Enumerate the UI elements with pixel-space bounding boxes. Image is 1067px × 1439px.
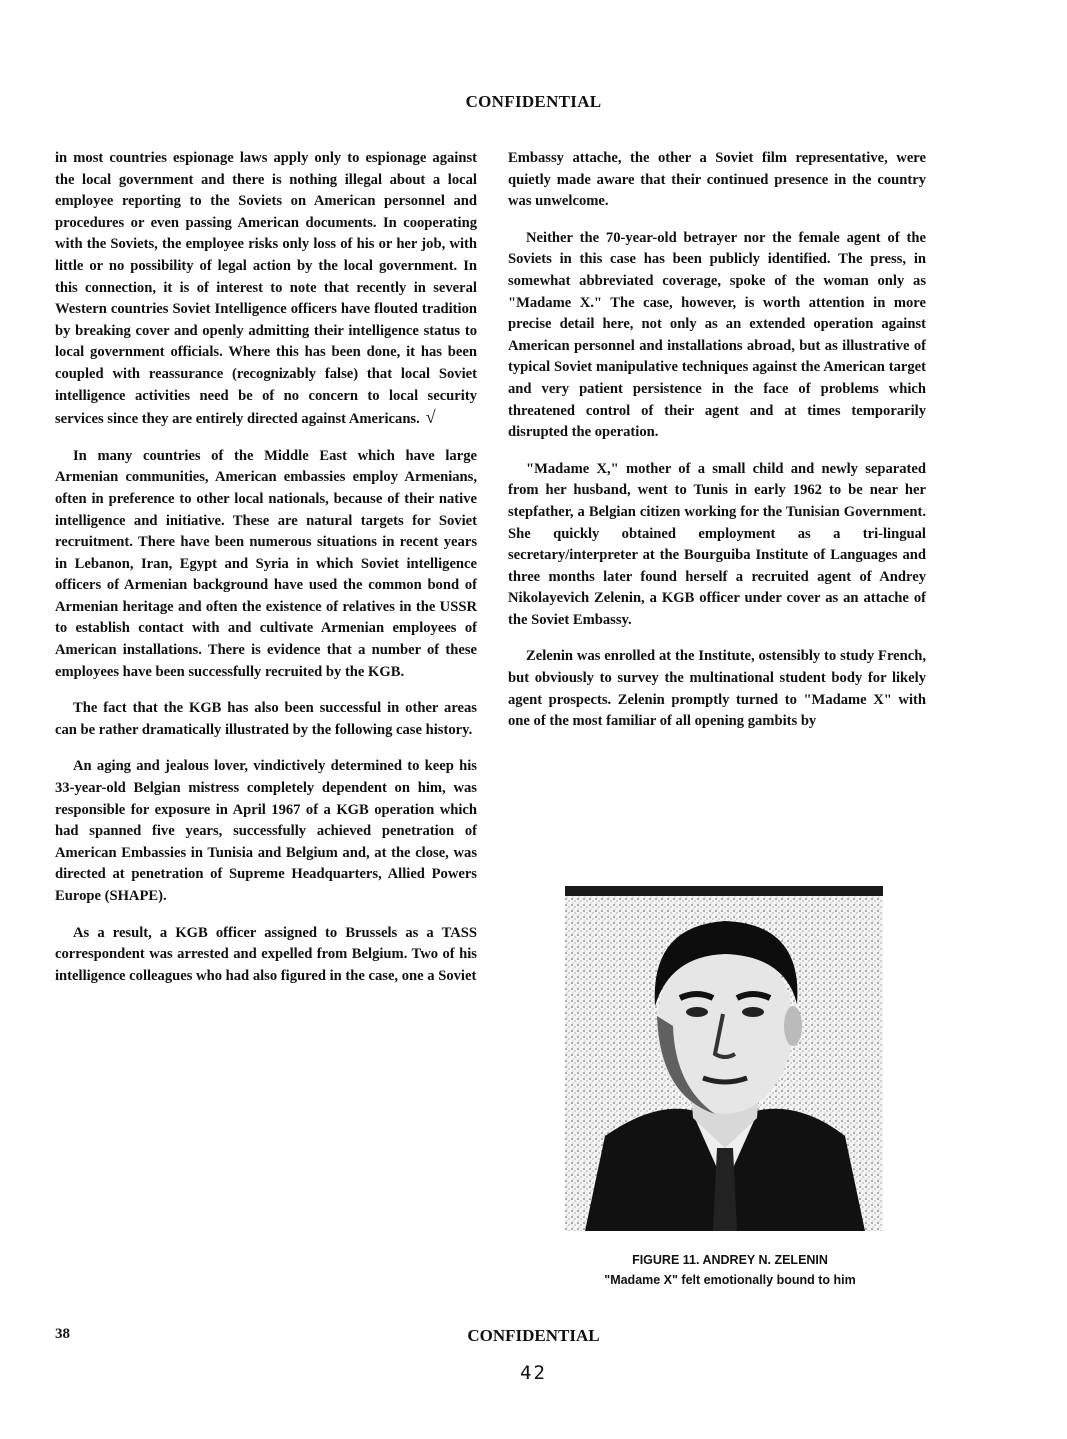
figure-caption [520,1250,940,1290]
left-paragraph-4: An aging and jealous lover, vindictively determined to keep his 33-year-old Belgian mistress completely dependent on him, was responsible for exposure in April 1967 of a KGB operation which had spanned five years, successfully achieved penetration of American Embassies in Tunisia and Belgium and, at the close, was directed at penetration of Supreme Headquarters, Allied Powers Europe (SHAPE). [55,758,477,904]
header-classification: CONFIDENTIAL [465,92,602,111]
right-paragraph-3: "Madame X," mother of a small child and newly separated from her husband, went to Tunis in early 1962 to be near her stepfather, a Belgian citizen working for the Tunisian Government. She quickly obtained employment as a tri-lingual secretary/interpreter at the Bourguiba Institute of Languages and three months later found herself a recruited agent of Andrey Nikolayevich Zelenin, a KGB officer under cover as an attache of the Soviet Embassy. [508,460,926,628]
right-paragraph-4: Zelenin was enrolled at the Institute, ostensibly to study French, but obviously to survey the multinational student body for likely agent prospects. Zelenin promptly turned to "Madame X" with one of the most familiar of all opening gambits by [508,648,926,730]
sheet-number: 42 [520,1362,547,1384]
right-paragraph-1: Embassy attache, the other a Soviet film representative, were quietly made aware that their continued presence in the country was unwelcome. [508,150,926,210]
left-paragraph-1: in most countries espionage laws apply only to espionage against the local government and there is nothing illegal about a local employee reporting to the Soviets on American personnel and procedures or even passing American documents. In cooperating with the Soviets, the employee risks only loss of his or her job, with little or no possibility of legal action by the local government. In this connection, it is of interest to note that recently in several Western countries Soviet Intelligence officers have flouted tradition by breaking cover and openly admitting their intelligence status to local government officials. Where this has been done, it has been coupled with reassurance (recognizably false) that local Soviet intelligence activities need be of no concern to local security services since they are entirely directed against Americans. √ [55,150,477,428]
left-column [55,148,477,1002]
left-paragraph-3: The fact that the KGB has also been successful in other areas can be rather dramatically illustrated by the following case history. [55,700,477,738]
caption-title: FIGURE 11. ANDREY N. ZELENIN [632,1253,828,1267]
checkmark-icon: √ [425,407,436,428]
portrait-image [565,886,883,1231]
left-paragraph-2: In many countries of the Middle East which have large Armenian communities, American embassies employ Armenians, often in preference to other local nationals, because of their native intelligence and initiative. These are natural targets for Soviet recruitment. There have been numerous situations in recent years in Lebanon, Iran, Egypt and Syria in which Soviet intelligence officers of Armenian background have used the common bond of Armenian heritage and often the existence of relatives in the USSR to establish contact with and cultivate Armenian employees of American installations. There is evidence that a number of these employees have been successfully recruited by the KGB. [55,447,477,680]
page-number: 38 [55,1326,70,1342]
footer-classification: CONFIDENTIAL [467,1326,600,1345]
right-column [508,148,926,748]
portrait-photo [565,886,883,1231]
caption-subtitle: "Madame X" felt emotionally bound to him [604,1273,856,1287]
right-paragraph-2: Neither the 70-year-old betrayer nor the female agent of the Soviets in this case has been publicly identified. The press, in somewhat abbreviated coverage, spoke of the woman only as "Madame X." The case, however, is worth attention in more precise detail here, not only as an extended operation against American personnel and installations abroad, but as illustrative of typical Soviet manipulative techniques against the American target and very patient persistence in the face of problems which threatened control of their agent and at times temporarily disrupted the operation. [508,229,926,441]
left-paragraph-5: As a result, a KGB officer assigned to Brussels as a TASS correspondent was arrested and expelled from Belgium. Two of his intelligence colleagues who had also figured in the case, one a Soviet [55,924,477,984]
